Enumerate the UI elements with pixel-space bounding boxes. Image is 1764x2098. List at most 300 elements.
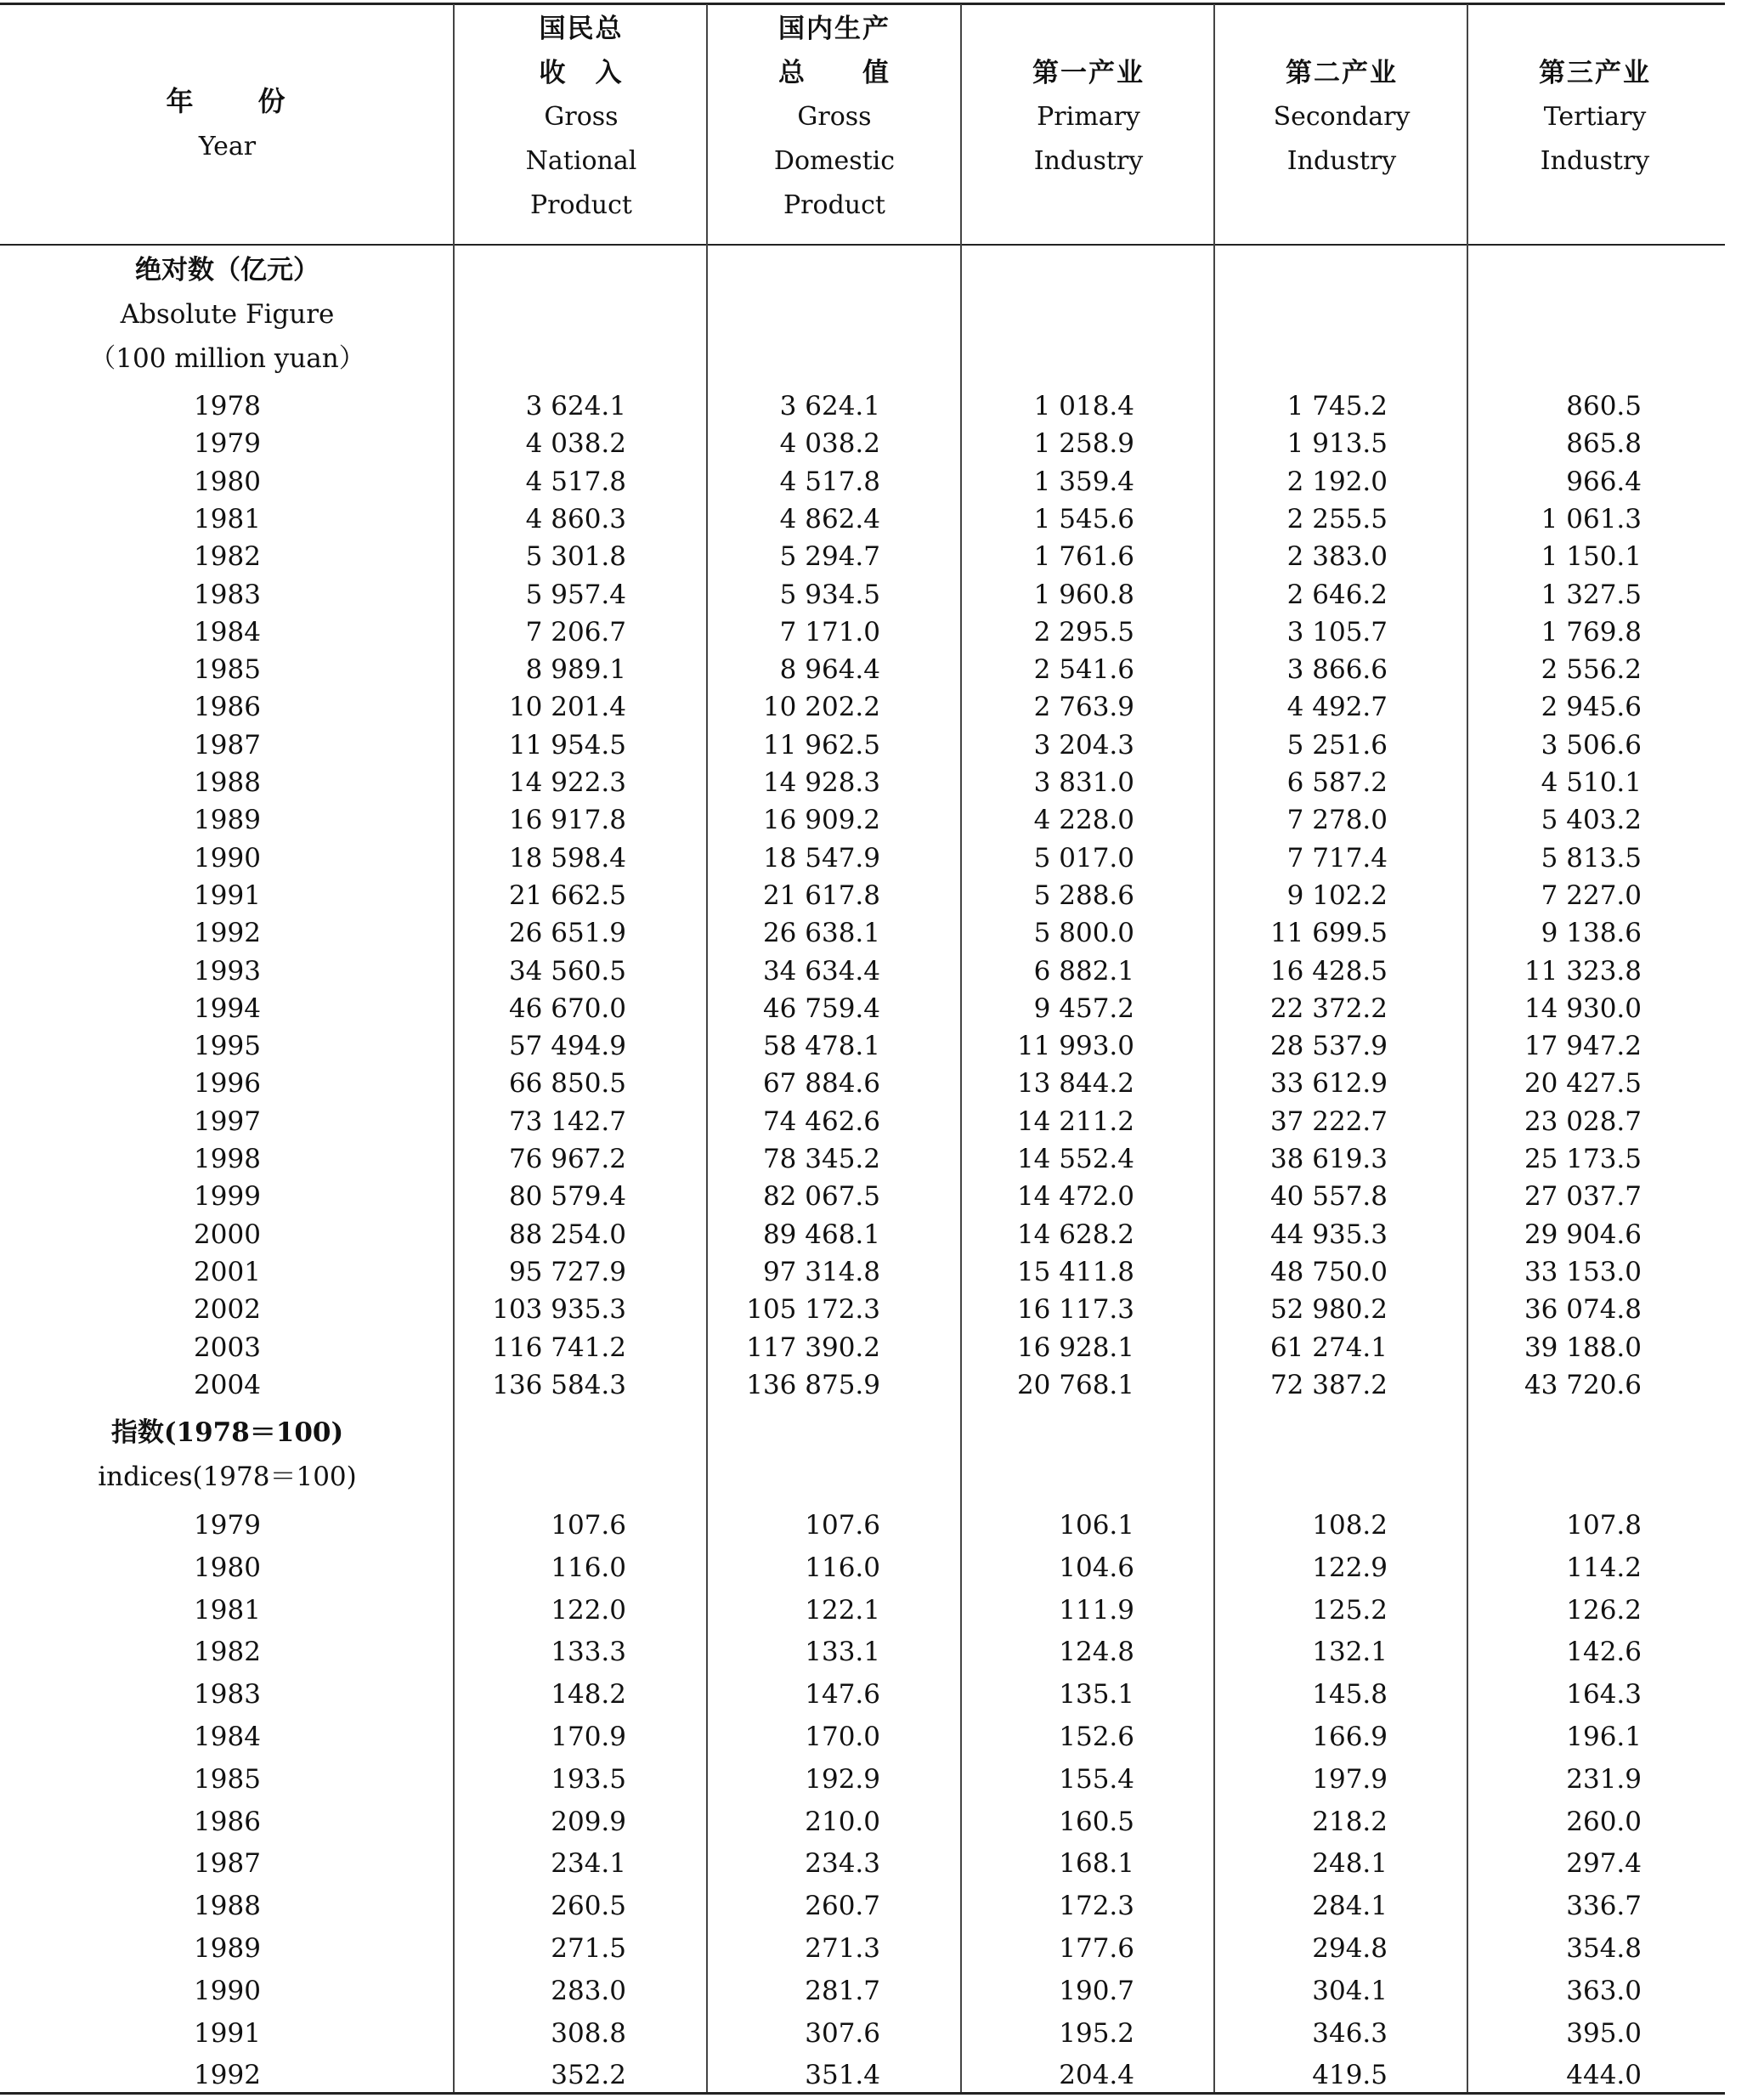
primary-industry-cell: 2 763.9 xyxy=(1033,692,1134,723)
table-row xyxy=(0,727,1725,764)
secondary-industry-cell: 4 492.7 xyxy=(1286,692,1388,723)
primary-industry-cell: 5 017.0 xyxy=(1033,842,1134,874)
gnp-cell: 4 038.2 xyxy=(525,428,626,460)
tertiary-industry-cell: 17 947.2 xyxy=(1524,1031,1642,1062)
table-row xyxy=(0,1178,1725,1215)
year-cell: 1980 xyxy=(194,466,261,497)
secondary-industry-cell: 22 372.2 xyxy=(1269,992,1388,1024)
table-row xyxy=(0,953,1725,990)
table-row xyxy=(0,1216,1725,1253)
absolute-label-zh: 绝对数（亿元） xyxy=(135,255,319,286)
primary-industry-cell: 20 768.1 xyxy=(1016,1369,1134,1400)
primary-industry-cell: 11 993.0 xyxy=(1016,1031,1134,1062)
secondary-industry-cell: 7 278.0 xyxy=(1286,805,1388,836)
year-header-zh: 年 份 xyxy=(166,85,289,117)
table-row xyxy=(0,914,1725,952)
year-cell: 1996 xyxy=(194,1068,261,1100)
secondary-industry-cell: 5 251.6 xyxy=(1286,729,1388,761)
primary-industry-cell: 1 960.8 xyxy=(1033,579,1134,610)
indices-section-label xyxy=(0,1411,455,1499)
gnp-cell: 103 935.3 xyxy=(492,1294,626,1326)
table-row xyxy=(0,1103,1725,1140)
tertiary-industry-cell: 142.6 xyxy=(1566,1637,1642,1668)
table-row xyxy=(0,1845,1725,1882)
tertiary-industry-cell: 25 173.5 xyxy=(1524,1144,1642,1174)
gdp-cell: 5 294.7 xyxy=(779,541,880,573)
primary-industry-cell: 172.3 xyxy=(1059,1891,1134,1922)
secondary-industry-cell: 1 745.2 xyxy=(1286,391,1388,421)
table-row xyxy=(0,2015,1725,2052)
table-row xyxy=(0,1507,1725,1544)
year-cell: 1997 xyxy=(194,1106,261,1137)
gnp-cell: 234.1 xyxy=(551,1848,626,1880)
gdp-cell: 170.0 xyxy=(805,1722,880,1752)
tertiary-industry-cell: 865.8 xyxy=(1566,428,1642,460)
primary-industry-cell: 3 204.3 xyxy=(1033,729,1134,761)
tertiary-industry-cell: 231.9 xyxy=(1566,1763,1642,1795)
gnp-cell: 73 142.7 xyxy=(508,1106,626,1137)
gdp-cell: 192.9 xyxy=(805,1763,880,1795)
year-cell: 1987 xyxy=(194,729,261,761)
year-cell: 1980 xyxy=(194,1552,261,1583)
primary-industry-cell: 190.7 xyxy=(1059,1975,1134,2006)
tertiary-industry-cell: 297.4 xyxy=(1566,1848,1642,1880)
year-cell: 1979 xyxy=(194,1510,261,1541)
year-cell: 2000 xyxy=(194,1219,261,1250)
secondary-industry-cell: 48 750.0 xyxy=(1269,1256,1388,1287)
table-row xyxy=(0,651,1725,688)
table-row xyxy=(0,1676,1725,1713)
tertiary-industry-cell: 33 153.0 xyxy=(1524,1256,1642,1287)
tertiary-industry-cell: 444.0 xyxy=(1566,2060,1642,2091)
header-en-line2: Domestic xyxy=(773,146,896,176)
year-cell: 1992 xyxy=(194,2060,261,2091)
gnp-cell: 57 494.9 xyxy=(508,1031,626,1062)
header-zh-line1: 国内生产 xyxy=(778,14,890,44)
gdp-cell: 4 517.8 xyxy=(779,466,880,497)
tertiary-industry-cell: 27 037.7 xyxy=(1524,1181,1642,1213)
gnp-cell: 136 584.3 xyxy=(492,1369,626,1400)
primary-industry-cell: 160.5 xyxy=(1059,1806,1134,1837)
table-row xyxy=(0,1592,1725,1629)
gdp-cell: 34 634.4 xyxy=(762,955,880,987)
primary-industry-cell: 15 411.8 xyxy=(1016,1256,1134,1287)
primary-industry-cell: 16 117.3 xyxy=(1016,1294,1134,1326)
tertiary-industry-cell: 39 188.0 xyxy=(1524,1332,1642,1363)
gdp-cell: 46 759.4 xyxy=(762,992,880,1024)
secondary-industry-cell: 40 557.8 xyxy=(1269,1181,1388,1213)
gnp-cell: 95 727.9 xyxy=(508,1256,626,1287)
tertiary-industry-cell: 11 323.8 xyxy=(1524,955,1642,987)
table-row xyxy=(0,1761,1725,1798)
year-cell: 1994 xyxy=(194,992,261,1024)
gdp-column-header xyxy=(709,7,960,228)
gdp-cell: 210.0 xyxy=(805,1806,880,1837)
secondary-industry-cell: 419.5 xyxy=(1312,2060,1388,2091)
primary-industry-cell: 111.9 xyxy=(1059,1594,1134,1626)
table-row xyxy=(0,1027,1725,1065)
primary-industry-cell: 13 844.2 xyxy=(1016,1068,1134,1100)
secondary-industry-cell: 3 866.6 xyxy=(1286,654,1388,686)
year-cell: 1978 xyxy=(194,391,261,421)
year-column-header xyxy=(0,78,455,170)
tertiary-industry-cell: 4 510.1 xyxy=(1541,767,1642,798)
secondary-industry-cell: 132.1 xyxy=(1312,1637,1388,1668)
gnp-cell: 260.5 xyxy=(551,1891,626,1922)
primary-industry-cell: 6 882.1 xyxy=(1033,955,1134,987)
gdp-cell: 271.3 xyxy=(805,1933,880,1964)
gnp-cell: 26 651.9 xyxy=(508,918,626,949)
gdp-cell: 14 928.3 xyxy=(762,767,880,798)
primary-industry-cell: 14 472.0 xyxy=(1016,1181,1134,1213)
tertiary-industry-cell: 14 930.0 xyxy=(1524,992,1642,1024)
secondary-industry-cell: 284.1 xyxy=(1312,1891,1388,1922)
year-cell: 1984 xyxy=(194,1722,261,1752)
gnp-cell: 193.5 xyxy=(551,1763,626,1795)
primary-industry-cell: 5 800.0 xyxy=(1033,918,1134,949)
primary-industry-cell: 2 295.5 xyxy=(1033,616,1134,647)
primary-industry-cell: 1 018.4 xyxy=(1033,391,1134,421)
secondary-industry-cell: 1 913.5 xyxy=(1286,428,1388,460)
year-cell: 1983 xyxy=(194,579,261,610)
table-row xyxy=(0,1803,1725,1841)
gdp-cell: 11 962.5 xyxy=(762,729,880,761)
header-zh-line2: 第二产业 xyxy=(1286,58,1398,88)
primary-industry-cell: 168.1 xyxy=(1059,1848,1134,1880)
table-row xyxy=(0,990,1725,1027)
table-row xyxy=(0,2056,1725,2094)
primary-industry-cell: 16 928.1 xyxy=(1016,1332,1134,1363)
tertiary-industry-cell: 2 556.2 xyxy=(1541,654,1642,686)
gnp-cell: 11 954.5 xyxy=(508,729,626,761)
gdp-cell: 116.0 xyxy=(805,1552,880,1583)
gnp-cell: 80 579.4 xyxy=(508,1181,626,1213)
gdp-cell: 107.6 xyxy=(805,1510,880,1541)
tertiary-industry-cell: 5 813.5 xyxy=(1541,842,1642,874)
gnp-cell: 34 560.5 xyxy=(508,955,626,987)
table-row xyxy=(0,538,1725,575)
table-row xyxy=(0,1718,1725,1756)
tertiary-industry-cell: 43 720.6 xyxy=(1524,1369,1642,1400)
secondary-industry-cell: 37 222.7 xyxy=(1269,1106,1388,1137)
gdp-cell: 3 624.1 xyxy=(779,391,880,421)
secondary-industry-cell: 7 717.4 xyxy=(1286,842,1388,874)
year-cell: 1985 xyxy=(194,654,261,686)
table-row xyxy=(0,1329,1725,1366)
year-cell: 1993 xyxy=(194,955,261,987)
tertiary-industry-cell: 395.0 xyxy=(1566,2017,1642,2049)
secondary-industry-cell: 52 980.2 xyxy=(1269,1294,1388,1326)
gnp-cell: 14 922.3 xyxy=(508,767,626,798)
primary-industry-cell: 195.2 xyxy=(1059,2017,1134,2049)
secondary-industry-cell: 166.9 xyxy=(1312,1722,1388,1752)
table-row xyxy=(0,1140,1725,1178)
gnp-cell: 308.8 xyxy=(551,2017,626,2049)
tertiary-industry-cell: 36 074.8 xyxy=(1524,1294,1642,1326)
year-cell: 2004 xyxy=(194,1369,261,1400)
header-zh-line2: 第三产业 xyxy=(1539,58,1651,88)
secondary-industry-cell: 218.2 xyxy=(1312,1806,1388,1837)
year-cell: 1999 xyxy=(194,1181,261,1213)
header-zh-line2: 收 入 xyxy=(539,58,624,88)
year-cell: 1981 xyxy=(194,1594,261,1626)
secondary-industry-cell: 125.2 xyxy=(1312,1594,1388,1626)
absolute-label-unit: （100 million yuan） xyxy=(89,343,365,374)
year-cell: 1992 xyxy=(194,918,261,949)
gnp-cell: 107.6 xyxy=(551,1510,626,1541)
gdp-cell: 133.1 xyxy=(805,1637,880,1668)
year-cell: 1983 xyxy=(194,1679,261,1711)
table-row xyxy=(0,688,1725,726)
header-en-line2: National xyxy=(525,146,637,176)
table-row xyxy=(0,1633,1725,1671)
year-cell: 1998 xyxy=(194,1144,261,1174)
primary-industry-cell: 152.6 xyxy=(1059,1722,1134,1752)
year-cell: 1988 xyxy=(194,1891,261,1922)
tertiary-industry-cell: 114.2 xyxy=(1566,1552,1642,1583)
table-row xyxy=(0,1549,1725,1586)
secondary-industry-cell: 122.9 xyxy=(1312,1552,1388,1583)
primary-industry-cell: 1 258.9 xyxy=(1033,428,1134,460)
year-cell: 1986 xyxy=(194,692,261,723)
tertiary-industry-cell: 20 427.5 xyxy=(1524,1068,1642,1100)
header-zh-line2: 总 值 xyxy=(778,58,890,88)
gdp-cell: 234.3 xyxy=(805,1848,880,1880)
secondary-industry-cell: 2 646.2 xyxy=(1286,579,1388,610)
primary-industry-cell: 14 552.4 xyxy=(1016,1144,1134,1174)
tertiary-industry-cell: 23 028.7 xyxy=(1524,1106,1642,1137)
gnp-cell: 66 850.5 xyxy=(508,1068,626,1100)
gnp-cell: 5 301.8 xyxy=(525,541,626,573)
header-en-line1: Gross xyxy=(544,102,619,132)
gdp-cell: 67 884.6 xyxy=(762,1068,880,1100)
secondary-industry-cell: 197.9 xyxy=(1312,1763,1388,1795)
table-row xyxy=(0,1291,1725,1328)
gdp-cell: 10 202.2 xyxy=(762,692,880,723)
table-row xyxy=(0,1253,1725,1291)
primary-industry-cell: 4 228.0 xyxy=(1033,805,1134,836)
tertiary-industry-cell: 1 150.1 xyxy=(1541,541,1642,573)
table-row xyxy=(0,764,1725,801)
tertiary-industry-cell: 966.4 xyxy=(1566,466,1642,497)
gnp-cell: 283.0 xyxy=(551,1975,626,2006)
gdp-cell: 18 547.9 xyxy=(762,842,880,874)
year-cell: 1989 xyxy=(194,1933,261,1964)
gnp-cell: 3 624.1 xyxy=(525,391,626,421)
secondary-industry-cell: 61 274.1 xyxy=(1269,1332,1388,1363)
secondary-industry-cell: 16 428.5 xyxy=(1269,955,1388,987)
gnp-cell: 18 598.4 xyxy=(508,842,626,874)
tertiary-industry-column-header xyxy=(1469,51,1721,184)
header-en-line3: Product xyxy=(530,190,632,220)
gdp-cell: 147.6 xyxy=(805,1679,880,1711)
year-cell: 1986 xyxy=(194,1806,261,1837)
gnp-cell: 7 206.7 xyxy=(525,616,626,647)
gdp-cell: 4 038.2 xyxy=(779,428,880,460)
gnp-cell: 88 254.0 xyxy=(508,1219,626,1250)
gnp-cell: 148.2 xyxy=(551,1679,626,1711)
gnp-cell: 21 662.5 xyxy=(508,879,626,911)
secondary-industry-cell: 38 619.3 xyxy=(1269,1144,1388,1174)
table-row xyxy=(0,877,1725,914)
header-en-line1: Secondary xyxy=(1273,102,1411,132)
secondary-industry-cell: 294.8 xyxy=(1312,1933,1388,1964)
tertiary-industry-cell: 7 227.0 xyxy=(1541,879,1642,911)
year-cell: 1995 xyxy=(194,1031,261,1062)
gdp-cell: 4 862.4 xyxy=(779,503,880,534)
year-header-en: Year xyxy=(198,132,257,161)
secondary-industry-cell: 72 387.2 xyxy=(1269,1369,1388,1400)
tertiary-industry-cell: 260.0 xyxy=(1566,1806,1642,1837)
header-zh-line1: 国民总 xyxy=(539,14,624,44)
secondary-industry-cell: 2 255.5 xyxy=(1286,503,1388,534)
primary-industry-cell: 14 628.2 xyxy=(1016,1219,1134,1250)
year-cell: 1990 xyxy=(194,842,261,874)
secondary-industry-cell: 33 612.9 xyxy=(1269,1068,1388,1100)
secondary-industry-cell: 248.1 xyxy=(1312,1848,1388,1880)
table-row xyxy=(0,1972,1725,2010)
table-row xyxy=(0,500,1725,538)
year-cell: 1981 xyxy=(194,503,261,534)
year-cell: 1989 xyxy=(194,805,261,836)
gdp-cell: 7 171.0 xyxy=(779,616,880,647)
year-cell: 1991 xyxy=(194,2017,261,2049)
year-cell: 1982 xyxy=(194,1637,261,1668)
gdp-cell: 21 617.8 xyxy=(762,879,880,911)
year-cell: 1990 xyxy=(194,1975,261,2006)
year-cell: 1984 xyxy=(194,616,261,647)
tertiary-industry-cell: 29 904.6 xyxy=(1524,1219,1642,1250)
tertiary-industry-cell: 3 506.6 xyxy=(1541,729,1642,761)
table-row xyxy=(0,840,1725,877)
header-en-line2: Industry xyxy=(1540,146,1650,176)
secondary-industry-cell: 28 537.9 xyxy=(1269,1031,1388,1062)
secondary-industry-cell: 2 383.0 xyxy=(1286,541,1388,573)
secondary-industry-cell: 6 587.2 xyxy=(1286,767,1388,798)
indices-label-zh: 指数(1978＝100) xyxy=(110,1417,344,1448)
table-row xyxy=(0,1366,1725,1404)
gdp-cell: 26 638.1 xyxy=(762,918,880,949)
gdp-cell: 78 345.2 xyxy=(762,1144,880,1174)
year-cell: 2002 xyxy=(194,1294,261,1326)
gdp-cell: 82 067.5 xyxy=(762,1181,880,1213)
tertiary-industry-cell: 126.2 xyxy=(1566,1594,1642,1626)
gdp-cell: 105 172.3 xyxy=(746,1294,880,1326)
gdp-cell: 281.7 xyxy=(805,1975,880,2006)
table-row xyxy=(0,576,1725,614)
secondary-industry-cell: 44 935.3 xyxy=(1269,1219,1388,1250)
indices-label-en: indices(1978＝100) xyxy=(98,1462,357,1492)
year-cell: 1987 xyxy=(194,1848,261,1880)
gnp-cell: 122.0 xyxy=(551,1594,626,1626)
secondary-industry-cell: 9 102.2 xyxy=(1286,879,1388,911)
absolute-section-label xyxy=(0,248,455,381)
primary-industry-cell: 155.4 xyxy=(1059,1763,1134,1795)
tertiary-industry-cell: 1 061.3 xyxy=(1541,503,1642,534)
gdp-cell: 89 468.1 xyxy=(762,1219,880,1250)
gdp-cell: 8 964.4 xyxy=(779,654,880,686)
header-en-line1: Primary xyxy=(1037,102,1140,132)
table-row xyxy=(0,614,1725,651)
secondary-industry-cell: 11 699.5 xyxy=(1269,918,1388,949)
gnp-cell: 116.0 xyxy=(551,1552,626,1583)
year-cell: 1985 xyxy=(194,1763,261,1795)
tertiary-industry-cell: 196.1 xyxy=(1566,1722,1642,1752)
gdp-cell: 5 934.5 xyxy=(779,579,880,610)
tertiary-industry-cell: 1 327.5 xyxy=(1541,579,1642,610)
gnp-cell: 8 989.1 xyxy=(525,654,626,686)
gdp-cell: 74 462.6 xyxy=(762,1106,880,1137)
secondary-industry-cell: 346.3 xyxy=(1312,2017,1388,2049)
secondary-industry-cell: 145.8 xyxy=(1312,1679,1388,1711)
gdp-cell: 122.1 xyxy=(805,1594,880,1626)
secondary-industry-cell: 304.1 xyxy=(1312,1975,1388,2006)
primary-industry-cell: 14 211.2 xyxy=(1016,1106,1134,1137)
table-row xyxy=(0,1065,1725,1102)
gnp-cell: 352.2 xyxy=(551,2060,626,2091)
table-row xyxy=(0,801,1725,839)
tertiary-industry-cell: 2 945.6 xyxy=(1541,692,1642,723)
gnp-cell: 10 201.4 xyxy=(508,692,626,723)
primary-industry-cell: 104.6 xyxy=(1059,1552,1134,1583)
tertiary-industry-cell: 164.3 xyxy=(1566,1679,1642,1711)
primary-industry-cell: 9 457.2 xyxy=(1033,992,1134,1024)
gnp-cell: 46 670.0 xyxy=(508,992,626,1024)
gdp-cell: 260.7 xyxy=(805,1891,880,1922)
tertiary-industry-cell: 5 403.2 xyxy=(1541,805,1642,836)
gnp-cell: 116 741.2 xyxy=(492,1332,626,1363)
gnp-cell: 4 517.8 xyxy=(525,466,626,497)
secondary-industry-column-header xyxy=(1216,51,1467,184)
table-row xyxy=(0,1887,1725,1925)
gnp-cell: 271.5 xyxy=(551,1933,626,1964)
primary-industry-cell: 2 541.6 xyxy=(1033,654,1134,686)
gnp-cell: 209.9 xyxy=(551,1806,626,1837)
year-cell: 2003 xyxy=(194,1332,261,1363)
primary-industry-cell: 135.1 xyxy=(1059,1679,1134,1711)
gdp-cell: 351.4 xyxy=(805,2060,880,2091)
tertiary-industry-cell: 1 769.8 xyxy=(1541,616,1642,647)
tertiary-industry-cell: 9 138.6 xyxy=(1541,918,1642,949)
year-cell: 1979 xyxy=(194,428,261,460)
header-zh-line2: 第一产业 xyxy=(1032,58,1145,88)
primary-industry-cell: 177.6 xyxy=(1059,1933,1134,1964)
primary-industry-cell: 5 288.6 xyxy=(1033,879,1134,911)
gdp-cell: 136 875.9 xyxy=(746,1369,880,1400)
gdp-cell: 16 909.2 xyxy=(762,805,880,836)
gnp-cell: 133.3 xyxy=(551,1637,626,1668)
table-row xyxy=(0,1930,1725,1967)
tertiary-industry-cell: 354.8 xyxy=(1566,1933,1642,1964)
header-en-line2: Industry xyxy=(1033,146,1144,176)
gdp-cell: 307.6 xyxy=(805,2017,880,2049)
table-row xyxy=(0,463,1725,500)
primary-industry-cell: 124.8 xyxy=(1059,1637,1134,1668)
absolute-label-en: Absolute Figure xyxy=(120,299,335,330)
gnp-column-header xyxy=(455,7,707,228)
tertiary-industry-cell: 363.0 xyxy=(1566,1975,1642,2006)
gnp-cell: 76 967.2 xyxy=(508,1144,626,1174)
header-en-line1: Tertiary xyxy=(1543,102,1647,132)
secondary-industry-cell: 3 105.7 xyxy=(1286,616,1388,647)
header-en-line1: Gross xyxy=(797,102,872,132)
primary-industry-cell: 1 761.6 xyxy=(1033,541,1134,573)
primary-industry-cell: 106.1 xyxy=(1059,1510,1134,1541)
year-cell: 1991 xyxy=(194,879,261,911)
primary-industry-cell: 204.4 xyxy=(1059,2060,1134,2091)
primary-industry-cell: 1 359.4 xyxy=(1033,466,1134,497)
primary-industry-cell: 1 545.6 xyxy=(1033,503,1134,534)
